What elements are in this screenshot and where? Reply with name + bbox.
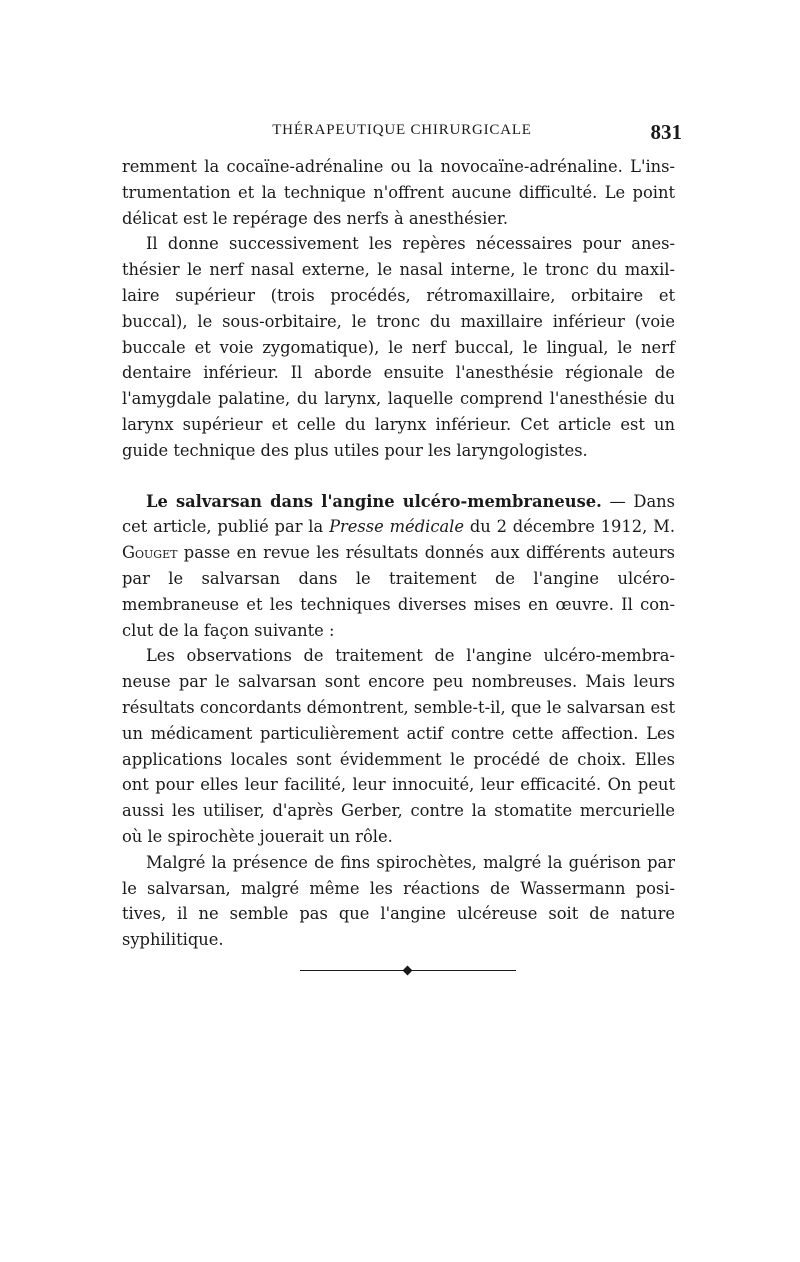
paragraph-observations: Les observations de traitement de l'angine ulcéro-membra-neuse par le salvarsan sont encore peu nombreuses. Mais leurs résultats concordants démontrent, semble-t-il, que le salvarsan est un médicament particulièrement actif contre cette affection. Les applications locales sont évidemment le procédé de choix. Elles ont pour elles leur facilité, leur innocuité, leur efficacité. On peut aussi les utiliser, d'après Gerber, contre la stomatite mercurielle où le spirochète jouerait un rôle. xyxy=(122,646,675,846)
page-number: 831 xyxy=(650,120,682,144)
body-text xyxy=(122,154,675,953)
text-segment: du 2 décembre 1912, M. xyxy=(464,517,675,537)
paragraph-conclusion: Malgré la présence de fins spirochètes, malgré la guérison par le salvarsan, malgré même les réactions de Wassermann posi-tives, il ne semble pas que l'angine ulcéreuse soit de nature syphilitique. xyxy=(122,852,675,950)
page-header xyxy=(122,120,682,144)
journal-name: Presse médicale xyxy=(329,517,464,537)
section-title: Le salvarsan dans l'angine ulcéro-membraneuse. xyxy=(146,491,602,511)
text-segment: — Dans cet article, publié par la xyxy=(122,491,675,537)
paragraph-nerve-landmarks: Il donne successivement les repères nécessaires pour anes-thésier le nerf nasal externe, le nasal interne, le tronc du maxil-laire supérieur (trois procédés, rétromaxillaire, orbitaire et buccal), le sous-orbitaire, le tronc du maxillaire inférieur (voie buccale et voie zygomatique), le nerf buccal, le lingual, le nerf dentaire inférieur. Il aborde ensuite l'anesthésie régionale de l'amygdale palatine, du larynx, laquelle comprend l'anesthésie du larynx supérieur et celle du larynx inférieur. Cet article est un guide technique des plus utiles pour les laryngologistes. xyxy=(122,234,675,460)
author-name: Gouget xyxy=(122,543,178,563)
diamond-ornament-icon xyxy=(403,966,413,976)
text-segment: passe en revue les résultats donnés aux différents auteurs par le salvarsan dans le traitement de l'angine ulcéro-membraneuse et les techniques diverses mises en œuvre. Il con-clut de la façon suivante : xyxy=(122,543,675,640)
paragraph-continuation: remment la cocaïne-adrénaline ou la novocaïne-adrénaline. L'ins-trumentation et la technique n'offrent aucune difficulté. Le point délicat est le repérage des nerfs à anesthésier. xyxy=(122,157,675,228)
running-title: THÉRAPEUTIQUE CHIRURGICALE xyxy=(272,122,532,138)
section-end-rule xyxy=(300,966,516,976)
paragraph-salvarsan-review xyxy=(122,489,675,644)
